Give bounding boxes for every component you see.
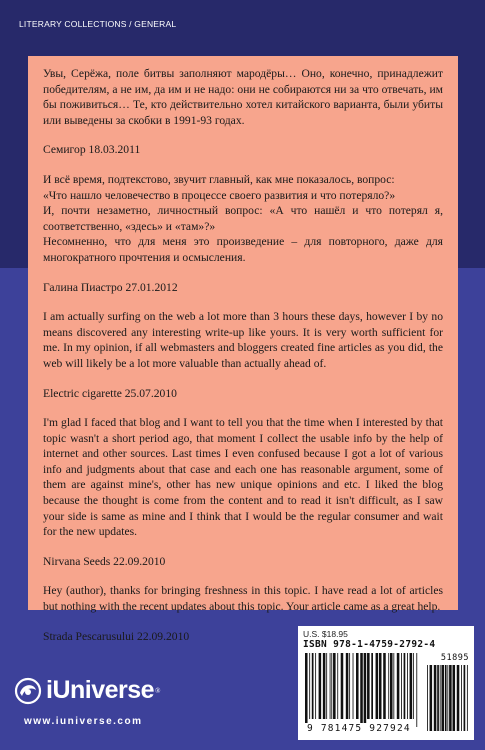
barcode-bar: [371, 653, 373, 719]
barcode-bar: [312, 653, 314, 719]
barcode-bar: [390, 653, 393, 719]
blurb-line: I am actually surfing on the web a lot more than 3 hours these days, however I by no means discovered any interesting write-up like yours. It is very worth sufficient for me. In my opinion, if all webmasters and bloggers created fine articles as you did, the web will likely be a lot more valuable than actually ahead of.: [43, 310, 443, 370]
barcode-bar: [413, 653, 414, 719]
blurb-line: И, почти незаметно, личностный вопрос: «А что нашёл и что потерял я, соответственно, «здесь» и «там»?»: [43, 204, 443, 233]
barcode-bar: [349, 653, 350, 719]
addon-digits: 51895: [440, 653, 469, 663]
ean-digits: 9 781475 927924: [307, 723, 411, 734]
barcode-bar: [416, 653, 417, 727]
registered-mark: ®: [155, 686, 161, 695]
blurb-line: Несомненно, что для меня это произведение – для повторного, даже для многократного прочтения и осмысления.: [43, 235, 443, 264]
barcode-bar: [437, 665, 439, 731]
barcode-bar: [461, 665, 462, 731]
barcode-bar: [388, 653, 389, 719]
blurb-line: Hey (author), thanks for bringing freshness in this topic. I have read a lot of articles but nothing with the recent updates about this topic. Your article came as a great help.: [43, 584, 443, 614]
iuniverse-swirl-icon: [14, 677, 42, 705]
isbn-label: ISBN 978-1-4759-2792-4: [303, 639, 436, 650]
blurb-text: [43, 415, 443, 540]
barcode-bar: [360, 653, 363, 727]
barcode-bar: [309, 653, 310, 719]
barcode-bar: [330, 653, 331, 719]
barcode-bar: [440, 665, 441, 731]
barcode-bar: [449, 665, 452, 731]
blurb-signature: Семигор 18.03.2011: [43, 143, 141, 157]
blurb-signature: Strada Pescarusului 22.09.2010: [43, 629, 190, 643]
category-label: LITERARY COLLECTIONS / GENERAL: [19, 19, 177, 29]
barcode-bar: [315, 653, 316, 719]
barcode-bar: [445, 665, 447, 731]
blurb-line: «Что нашло человечество в процессе своего развития и что потеряло?»: [43, 188, 396, 202]
barcode-bar: [464, 665, 466, 731]
barcode-bar: [434, 665, 437, 731]
barcode-bar: [383, 653, 386, 719]
blurb-line: И всё время, подтекстово, звучит главный, как мне показалось, вопрос:: [43, 172, 395, 186]
barcode-bar: [376, 653, 379, 719]
barcode-bar: [453, 665, 456, 731]
barcode-bar: [333, 653, 336, 719]
barcode-bar: [346, 653, 349, 719]
barcode-bar: [393, 653, 394, 719]
blurb-signature: Галина Пиастро 27.01.2012: [43, 280, 178, 294]
barcode-bar: [337, 653, 338, 719]
barcode-bar: [353, 653, 354, 719]
blurb-line: Увы, Серёжа, поле битвы заполняют мародёры… Оно, конечно, принадлежит победителям, а не им, да им и не надо: они не собираются ни за что отвечать, им бы поживиться… Те, кто действительно хотел китайского варианта, были убиты или выведены за скобки в 1991-93 годах.: [43, 67, 443, 127]
barcode-area: [303, 653, 469, 733]
barcode-bar: [407, 653, 408, 719]
barcode-bar: [447, 665, 448, 731]
blurb-text: [43, 583, 443, 614]
publisher-logo: [14, 676, 160, 705]
barcode-bar: [341, 653, 344, 719]
barcode-bar: [356, 653, 359, 719]
barcode-bar: [319, 653, 322, 719]
blurb-text: [43, 66, 443, 128]
barcode-bar: [441, 665, 444, 731]
publisher-name: iUniverse: [46, 676, 155, 704]
blurb-line: I'm glad I faced that blog and I want to tell you that the time when I interested by that topic wasn't a short period ago, that moment I collect the usable info by the help of internet and other sources. Last times I even confused because I got a lot of various info and judgments about that case and each one has reasonable argument, some of them are against mine's, other has new unique opinions and etc. I liked the blog because the thought is come from the content and to read it isn't difficult, as I saw your side is same as mine and I think that I would be the regular consumer and wait for the new updates.: [43, 416, 443, 539]
barcode-bar: [397, 653, 400, 719]
barcode-bar: [457, 665, 460, 731]
barcode-bar: [323, 653, 326, 719]
addon-barcode-icon: [425, 665, 469, 731]
barcode-bar: [467, 665, 468, 731]
barcode-bar: [410, 653, 413, 719]
blurb-text: [43, 309, 443, 371]
barcode-bar: [367, 653, 370, 719]
barcode-bar: [427, 665, 428, 731]
blurb-signature: Nirvana Seeds 22.09.2010: [43, 554, 166, 568]
barcode-bar: [305, 653, 308, 727]
barcode-box: [298, 626, 474, 740]
barcode-bar: [430, 665, 433, 731]
barcode-bar: [404, 653, 406, 719]
blurb-signature: Electric cigarette 25.07.2010: [43, 386, 177, 400]
ean-barcode-icon: [303, 653, 421, 731]
blurb-text: [43, 172, 443, 266]
barcode-bar: [331, 653, 332, 719]
barcode-bar: [401, 653, 402, 719]
publisher-website: www.iuniverse.com: [24, 716, 143, 727]
price-label: U.S. $18.95: [303, 629, 348, 639]
barcode-bar: [379, 653, 382, 719]
barcode-bar: [326, 653, 327, 719]
barcode-bar: [364, 653, 367, 727]
